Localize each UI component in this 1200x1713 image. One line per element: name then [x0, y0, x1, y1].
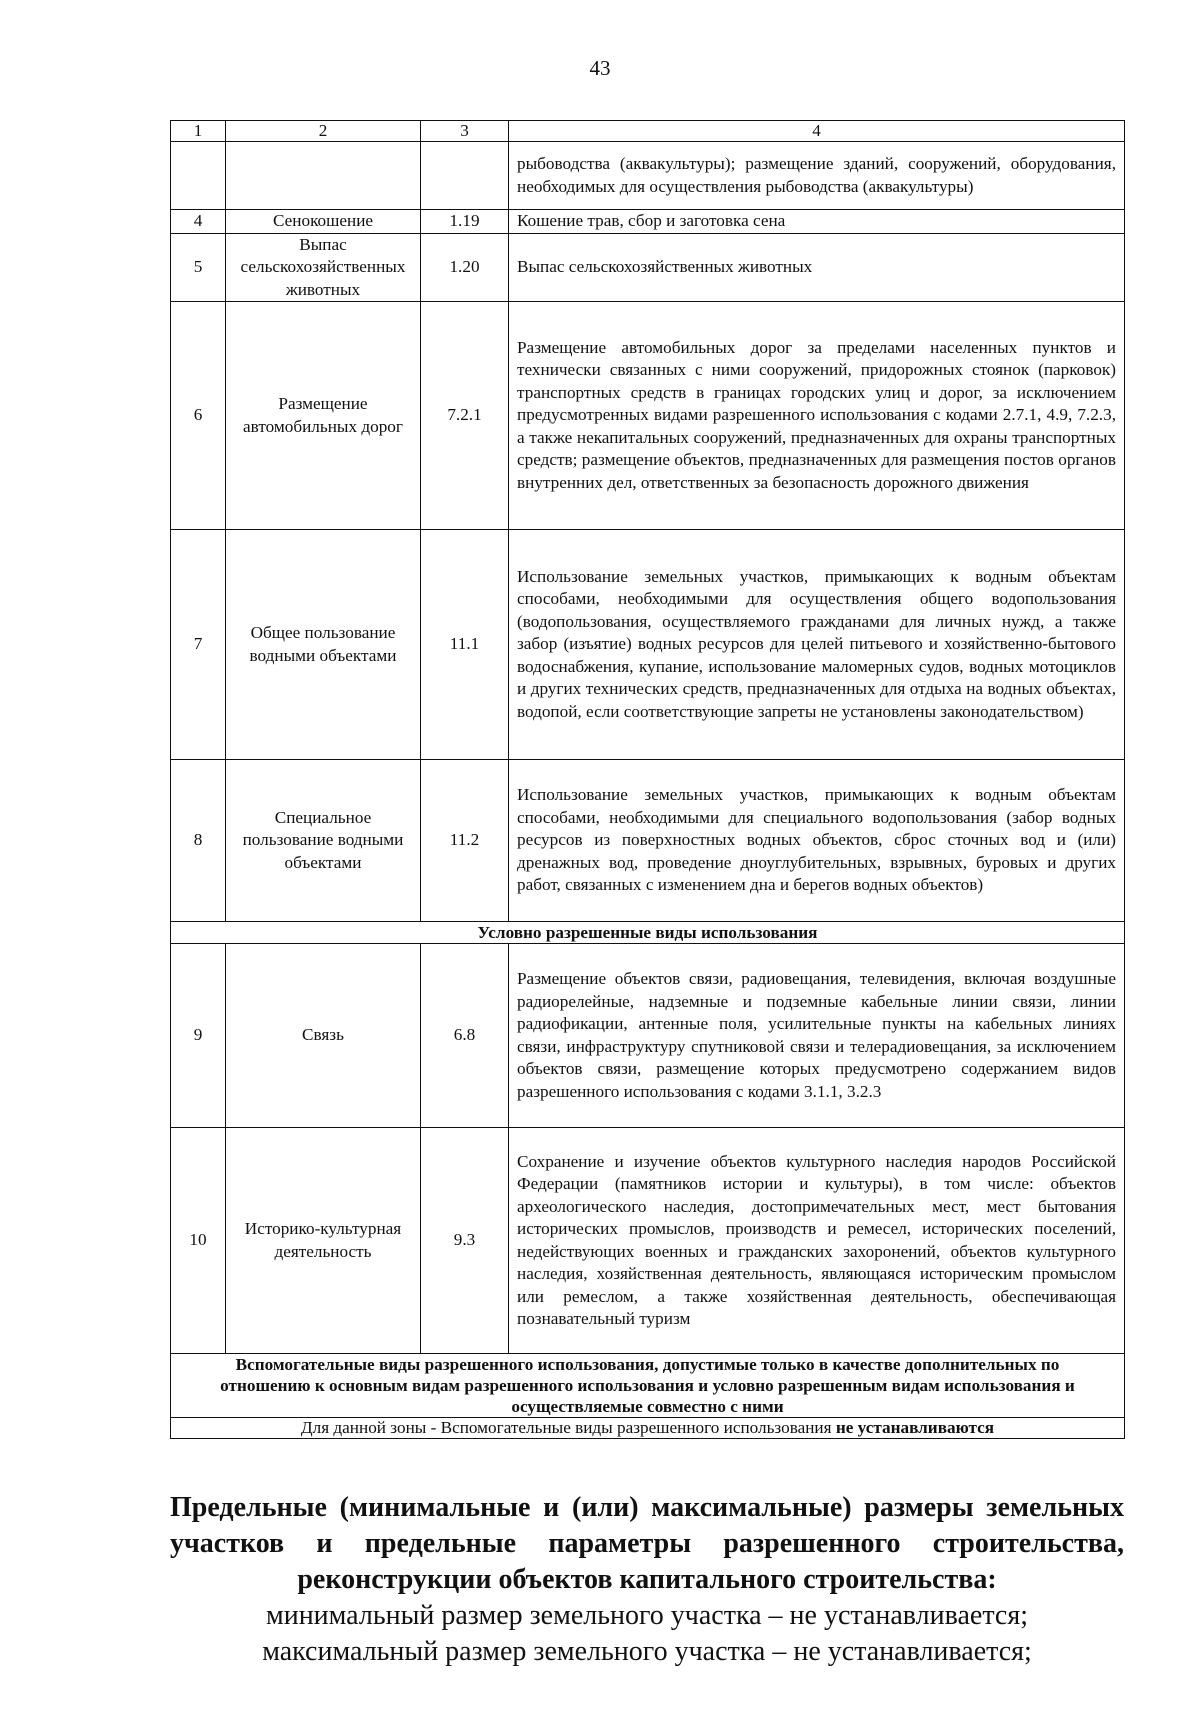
row-number: 7: [171, 530, 226, 760]
section-title: Условно разрешенные виды использования: [171, 922, 1125, 944]
row-name: Размещение автомобильных дорог: [226, 302, 421, 530]
table-row: [171, 944, 1125, 1128]
row-description: Выпас сельскохозяйственных животных: [509, 233, 1125, 302]
row-name: Связь: [226, 944, 421, 1128]
row-code: 6.8: [421, 944, 509, 1128]
limits-heading: Предельные (минимальные и (или) максимальные) размеры земельных участков и предельные параметры разрешенного строительства, реконструкции объектов капитального строительства:: [170, 1492, 1124, 1595]
limits-section: [170, 1490, 1124, 1670]
row-number: 4: [171, 210, 226, 234]
header-col-3: 3: [421, 121, 509, 142]
row-number: 10: [171, 1128, 226, 1354]
header-col-1: 1: [171, 121, 226, 142]
note-cell: [171, 1418, 1125, 1439]
row-description: Размещение автомобильных дорог за пределами населенных пунктов и технически связанных с ними сооружений, придорожных стоянок (парковок) транспортных средств в границах городских улиц и дорог, за исключением предусмотренных видами разрешенного использования с кодами 2.7.1, 4.9, 7.2.3, а также некапитальных сооружений, предназначенных для охраны транспортных средств; размещение объектов, предназначенных для размещения постов органов внутренних дел, ответственных за безопасность дорожного движения: [509, 302, 1125, 530]
row-number: 9: [171, 944, 226, 1128]
row-name-cell: [226, 142, 421, 210]
page-number: 43: [589, 56, 611, 80]
note-emphasis: не устанавливаются: [835, 1418, 995, 1437]
row-name: Общее пользование водными объектами: [226, 530, 421, 760]
limits-line: максимальный размер земельного участка – не устанавливается;: [262, 1636, 1032, 1667]
table-row: [171, 530, 1125, 760]
row-description: Кошение трав, сбор и заготовка сена: [509, 210, 1125, 234]
row-number: 5: [171, 233, 226, 302]
table-row: [171, 1128, 1125, 1354]
row-code: 11.2: [421, 760, 509, 922]
row-code: 1.19: [421, 210, 509, 234]
table-row: [171, 233, 1125, 302]
row-name: Сенокошение: [226, 210, 421, 234]
row-number: 8: [171, 760, 226, 922]
table-row: [171, 302, 1125, 530]
row-num-cell: [171, 142, 226, 210]
table-header-row: [171, 121, 1125, 142]
row-description: Размещение объектов связи, радиовещания, телевидения, включая воздушные радиорелейные, надземные и подземные кабельные линии связи, линии радиофикации, антенные поля, усилительные пункты на кабельных линиях связи, инфраструктуру спутниковой связи и телерадиовещания, за исключением объектов связи, размещение которых предусмотрено содержанием видов разрешенного использования с кодами 3.1.1, 3.2.3: [509, 944, 1125, 1128]
row-description: Сохранение и изучение объектов культурного наследия народов Российской Федерации (памятников истории и культуры), в том числе: объектов археологического наследия, достопримечательных мест, мест бытования исторических промыслов, производств и ремесел, исторических поселений, недействующих военных и гражданских захоронений, объектов культурного наследия, хозяйственная деятельность, являющаяся историческим промыслом или ремеслом, а также хозяйственная деятельность, обеспечивающая познавательный туризм: [509, 1128, 1125, 1354]
land-use-table: [170, 120, 1125, 1439]
limits-line: минимальный размер земельного участка – не устанавливается;: [265, 1600, 1028, 1631]
row-name: Историко-культурная деятельность: [226, 1128, 421, 1354]
row-name: Выпас сельскохозяйственных животных: [226, 233, 421, 302]
note-row: [171, 1418, 1125, 1439]
table-row-continuation: [171, 142, 1125, 210]
table-row: [171, 760, 1125, 922]
row-description: Использование земельных участков, примыкающих к водным объектам способами, необходимыми для осуществления общего водопользования (водопользования, осуществляемого гражданами для личных нужд, а также забор (изъятие) водных ресурсов для целей питьевого и хозяйственно-бытового водоснабжения, купание, использование маломерных судов, водных мотоциклов и других технических средств, предназначенных для отдыха на водных объектах, водопой, если соответствующие запреты не установлены законодательством): [509, 530, 1125, 760]
section-row-auxiliary: [171, 1354, 1125, 1418]
section-row-conditional: [171, 922, 1125, 944]
row-code: 9.3: [421, 1128, 509, 1354]
row-code: 11.1: [421, 530, 509, 760]
row-description: рыбоводства (аквакультуры); размещение зданий, сооружений, оборудования, необходимых для осуществления рыбоводства (аквакультуры): [509, 142, 1125, 210]
row-code: 7.2.1: [421, 302, 509, 530]
row-description: Использование земельных участков, примыкающих к водным объектам способами, необходимыми для специального водопользования (забор водных ресурсов из поверхностных водных объектов, сброс сточных вод и (или) дренажных вод, проведение дноуглубительных, взрывных, буровых и других работ, связанных с изменением дна и берегов водных объектов): [509, 760, 1125, 922]
row-code: 1.20: [421, 233, 509, 302]
header-col-4: 4: [509, 121, 1125, 142]
table-row: [171, 210, 1125, 234]
row-name: Специальное пользование водными объектами: [226, 760, 421, 922]
row-code-cell: [421, 142, 509, 210]
section-title: Вспомогательные виды разрешенного использования, допустимые только в качестве дополнительных по отношению к основным видам разрешенного использования и условно разрешенным видам использования и осуществляемые совместно с ними: [171, 1354, 1125, 1418]
row-number: 6: [171, 302, 226, 530]
header-col-2: 2: [226, 121, 421, 142]
note-text: Для данной зоны - Вспомогательные виды разрешенного использования: [300, 1418, 836, 1437]
